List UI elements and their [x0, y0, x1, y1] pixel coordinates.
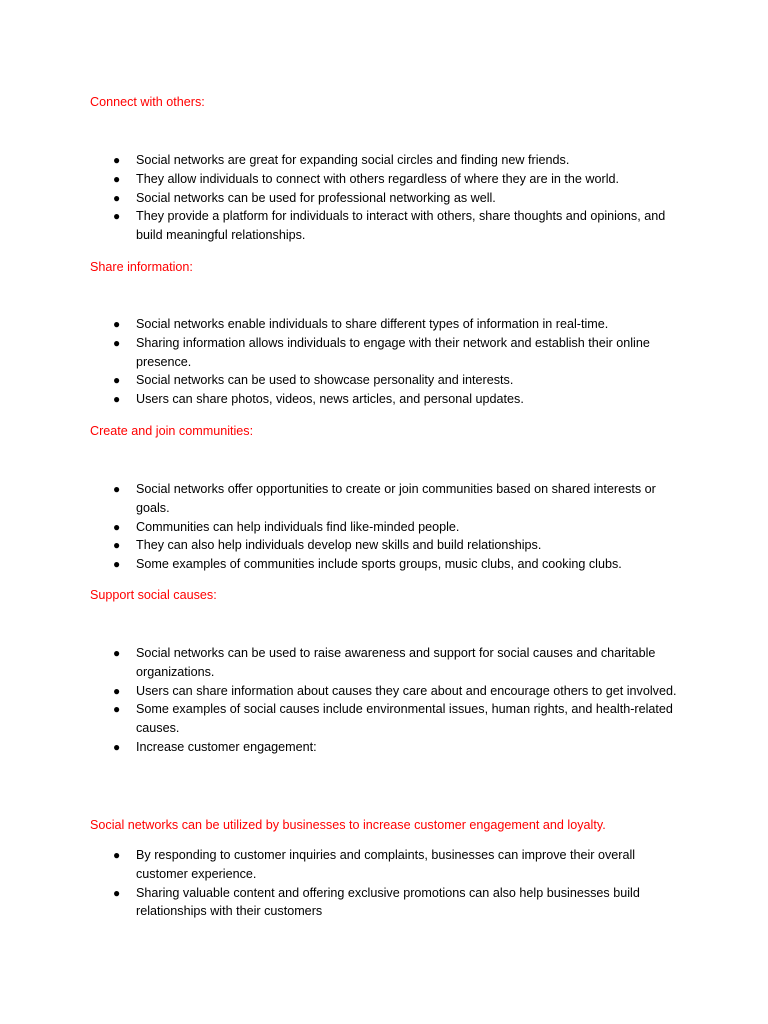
- bullet-icon: ●: [113, 519, 121, 534]
- bullet-icon: ●: [113, 885, 121, 900]
- bullet-icon: ●: [113, 373, 121, 388]
- list-item-text: Social networks can be used to showcase personality and interests.: [136, 373, 514, 388]
- bullet-icon: ●: [113, 557, 121, 572]
- list-item-text: They allow individuals to connect with others regardless of where they are in the world.: [136, 171, 620, 186]
- list-item-text: Social networks can be used for professional networking as well.: [136, 190, 496, 205]
- list-item: [0, 315, 684, 334]
- bullet-icon: ●: [113, 739, 121, 754]
- bullet-icon: ●: [113, 335, 121, 350]
- list-item: [0, 334, 684, 372]
- bullet-icon: ●: [113, 482, 121, 496]
- list-item: [0, 480, 684, 518]
- bullet-icon: ●: [113, 702, 121, 717]
- bullet-icon: ●: [113, 392, 121, 407]
- list-item-text: Social networks can be used to raise awareness and support for social causes and charitable organizations.: [136, 646, 656, 679]
- list-item-text: Social networks enable individuals to share different types of information in real-time.: [136, 317, 609, 331]
- heading-business-engagement: Social networks can be utilized by businesses to increase customer engagement and loyalty.: [90, 818, 606, 832]
- list-item-text: Users can share information about causes they care about and encourage others to get involved.: [136, 683, 677, 698]
- bullet-list-business: [0, 846, 684, 921]
- bullet-icon: ●: [113, 646, 121, 660]
- list-item: [0, 170, 684, 189]
- list-item: [0, 738, 684, 757]
- list-item: [0, 846, 684, 884]
- list-item: [0, 700, 684, 738]
- heading-create-join-communities: Create and join communities:: [90, 424, 254, 438]
- list-item: [0, 390, 684, 409]
- bullet-list-causes: [0, 644, 684, 757]
- list-item: [0, 682, 684, 701]
- list-item-text: Sharing valuable content and offering exclusive promotions can also help businesses build relationships with their customers: [136, 885, 640, 919]
- list-item: [0, 555, 684, 574]
- heading-connect-with-others: Connect with others:: [90, 95, 205, 109]
- bullet-icon: ●: [113, 538, 121, 553]
- list-item-text: Some examples of social causes include environmental issues, human rights, and health-related causes.: [136, 702, 673, 736]
- bullet-list-connect: [0, 151, 684, 245]
- list-item-text: Sharing information allows individuals to engage with their network and establish their online presence.: [136, 335, 650, 369]
- bullet-list-share: [0, 315, 684, 409]
- list-item-text: Communities can help individuals find like-minded people.: [136, 519, 460, 534]
- list-item: [0, 371, 684, 390]
- bullet-icon: ●: [113, 683, 121, 698]
- list-item: [0, 518, 684, 537]
- list-item: [0, 644, 684, 682]
- list-item: [0, 207, 684, 245]
- bullet-icon: ●: [113, 848, 121, 862]
- bullet-icon: ●: [113, 171, 121, 186]
- list-item: [0, 151, 684, 170]
- list-item: [0, 536, 684, 555]
- list-item: [0, 884, 684, 922]
- list-item-text: By responding to customer inquiries and complaints, businesses can improve their overall customer experience.: [136, 848, 636, 881]
- list-item: [0, 189, 684, 208]
- heading-support-social-causes: Support social causes:: [90, 588, 217, 602]
- heading-share-information: Share information:: [90, 260, 193, 274]
- list-item-text: Users can share photos, videos, news articles, and personal updates.: [136, 392, 524, 407]
- bullet-icon: ●: [113, 153, 121, 167]
- bullet-icon: ●: [113, 190, 121, 205]
- list-item-text: They provide a platform for individuals to interact with others, share thoughts and opinions, and build meaningful relationships.: [136, 209, 666, 243]
- list-item-text: Some examples of communities include sports groups, music clubs, and cooking clubs.: [136, 557, 622, 572]
- bullet-icon: ●: [113, 317, 121, 331]
- list-item-text: Social networks offer opportunities to create or join communities based on shared interests or goals.: [136, 482, 656, 515]
- bullet-icon: ●: [113, 209, 121, 224]
- list-item-text: Social networks are great for expanding social circles and finding new friends.: [136, 153, 570, 167]
- list-item-text: They can also help individuals develop new skills and build relationships.: [136, 538, 542, 553]
- bullet-list-communities: [0, 480, 684, 574]
- list-item-text: Increase customer engagement:: [136, 739, 317, 754]
